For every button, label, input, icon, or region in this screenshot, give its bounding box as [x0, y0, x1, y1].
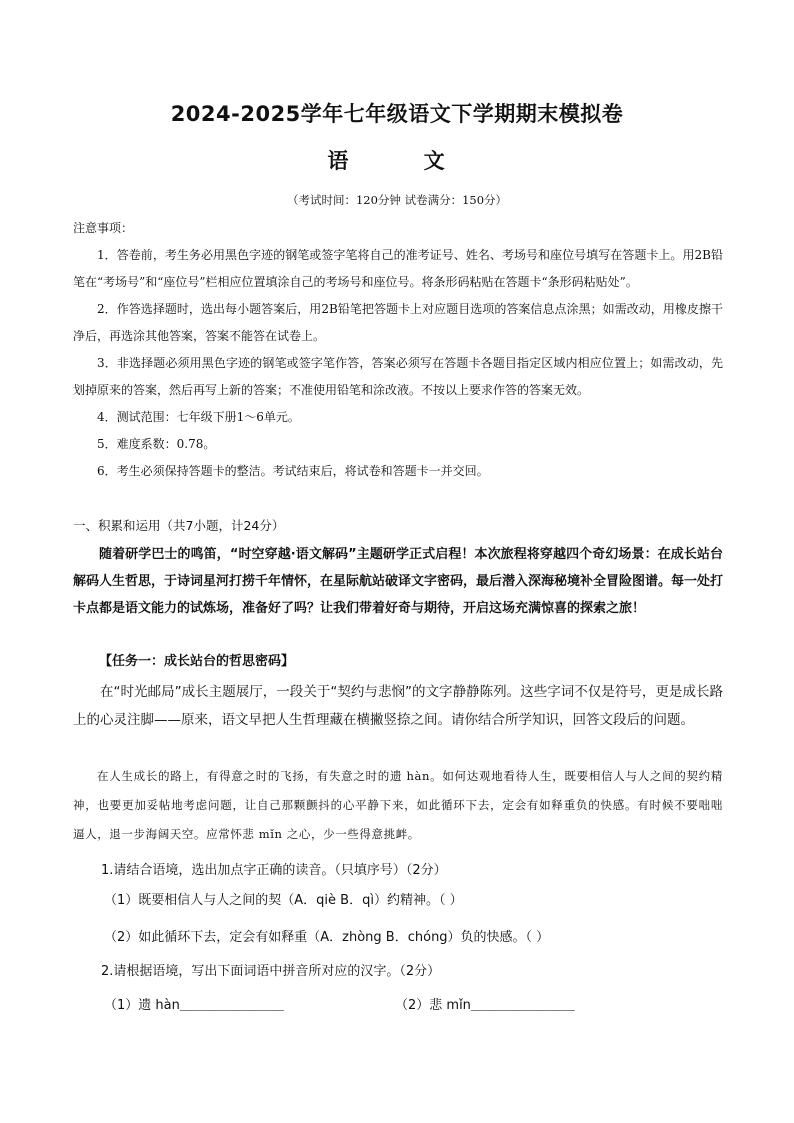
section-intro: 随着研学巴士的鸣笛，“时空穿越·语文解码”主题研学正式启程！本次旅程将穿越四个奇幻场景：在成长站台解码人生哲思，于诗词星河打捞千年情怀，在星际航站破译文字密码，最后潜入深海秘境补全冒险图谱。每一处打卡点都是语文能力的试炼场，准备好了吗？让我们带着好奇与期待，开启这场充满惊喜的探索之旅！	[73, 547, 724, 616]
notice-item: 1．答卷前，考生务必用黑色字迹的钢笔或签字笔将自己的准考证号、姓名、考场号和座位号填写在答题卡上。用2B铅笔在“考场号”和“座位号”栏相应位置填涂自己的考场号和座位号。将条形码粘贴在答题卡“条形码粘贴处”。	[73, 248, 723, 289]
notice-item: 4．测试范围：七年级下册1～6单元。	[97, 410, 300, 424]
exam-title: 2024-2025学年七年级语文下学期期末模拟卷	[170, 102, 624, 126]
question-2-1-blank[interactable]: （1）遗 hàn＿＿＿＿＿＿＿＿	[104, 998, 284, 1013]
notice-item: 6．考生必须保持答题卡的整洁。考试结束后，将试卷和答题卡一并交回。	[97, 464, 489, 478]
question-1-1: （1）既要相信人与人之间的契（A．qiè B．qì）约精神。（ ）	[104, 893, 463, 908]
exam-info: （考试时间：120分钟 试卷满分：150分）	[286, 193, 508, 207]
task-intro: 在“时光邮局”成长主题展厅，一段关于“契约与悲悯”的文字静静陈列。这些字词不仅是符号，更是成长路上的心灵注脚——原来，语文早把人生哲理藏在横撇竖捺之间。请你结合所学知识，回答文段后的问题。	[73, 684, 723, 728]
task-title: 【任务一：成长站台的哲思密码】	[99, 654, 295, 669]
reading-passage: 在人生成长的路上，有得意之时的飞扬，有失意之时的遗 hàn。如何达观地看待人生，既要相信人与人之间的契约精神，也要更加妥帖地考虑问题，让自己那颗颤抖的心平静下来，如此循环下去，定会有如释重负的快感。有时候不要咄咄逼人，退一步海阔天空。应常怀悲 mǐn 之心，少一些得意挑衅。	[73, 769, 723, 841]
question-1-2: （2）如此循环下去，定会有如释重（A．zhòng B．chóng）负的快感。（ ）	[104, 930, 550, 945]
section-heading: 一、积累和运用（共7小题，计24分）	[73, 518, 285, 533]
notice-list	[73, 242, 723, 485]
question-1-stem: 1.请结合语境，选出加点字正确的读音。（只填序号）（2分）	[101, 863, 447, 878]
question-2-stem: 2.请根据语境，写出下面词语中拼音所对应的汉字。（2分）	[101, 964, 441, 979]
notice-heading: 注意事项：	[73, 221, 134, 235]
notice-item: 3．非选择题必须用黑色字迹的钢笔或签字笔作答，答案必须写在答题卡各题目指定区域内相应位置上；如需改动，先划掉原来的答案，然后再写上新的答案；不准使用铅笔和涂改液。不按以上要求作答的答案无效。	[73, 356, 723, 397]
subject-heading: 语 文	[327, 149, 467, 173]
notice-item: 2．作答选择题时，选出每小题答案后，用2B铅笔把答题卡上对应题目选项的答案信息点涂黑；如需改动，用橡皮擦干净后，再选涂其他答案，答案不能答在试卷上。	[73, 302, 723, 343]
notice-item: 5．难度系数：0.78。	[97, 437, 216, 451]
question-2-2-blank[interactable]: （2）悲 mǐn＿＿＿＿＿＿＿＿	[395, 998, 575, 1013]
